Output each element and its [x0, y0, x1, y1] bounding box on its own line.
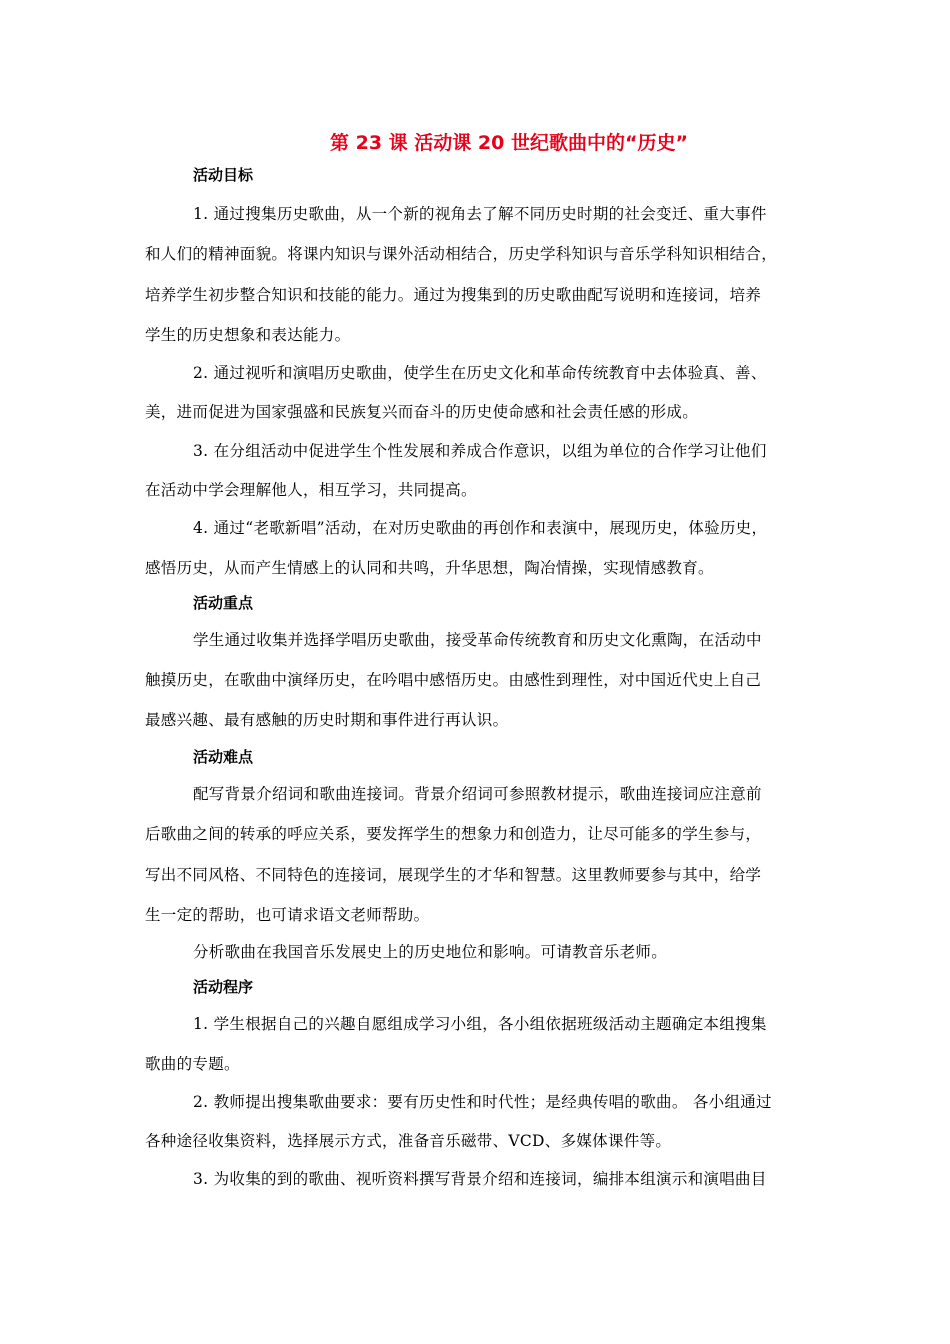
paragraph-line: 4. 通过“老歌新唱”活动，在对历史歌曲的再创作和表演中，展现历史，体验历史，: [193, 519, 768, 537]
paragraph-line: 美，进而促进为国家强盛和民族复兴而奋斗的历史使命感和社会责任感的形成。: [145, 403, 699, 421]
paragraph-line: 和人们的精神面貌。将课内知识与课外活动相结合，历史学科知识与音乐学科知识相结合，: [145, 245, 778, 263]
paragraph-line: 写出不同风格、不同特色的连接词，展现学生的才华和智慧。这里教师要参与其中，给学: [145, 866, 762, 884]
paragraph-line: 3. 为收集的到的歌曲、视听资料撰写背景介绍和连接词，编排本组演示和演唱曲目: [193, 1170, 767, 1188]
paragraph-line: 生一定的帮助，也可请求语文老师帮助。: [145, 906, 430, 924]
paragraph-line: 2. 教师提出搜集歌曲要求：要有历史性和时代性；是经典传唱的歌曲。 各小组通过: [193, 1093, 772, 1111]
paragraph-line: 学生通过收集并选择学唱历史歌曲，接受革命传统教育和历史文化熏陶，在活动中: [193, 631, 762, 649]
paragraph-line: 培养学生初步整合知识和技能的能力。通过为搜集到的历史歌曲配写说明和连接词，培养: [145, 286, 762, 304]
paragraph-line: 歌曲的专题。: [145, 1055, 240, 1073]
paragraph-line: 感悟历史，从而产生情感上的认同和共鸣，升华思想，陶冶情操，实现情感教育。: [145, 559, 714, 577]
paragraph-line: 触摸历史，在歌曲中演绎历史，在吟唱中感悟历史。由感性到理性，对中国近代史上自己: [145, 671, 762, 689]
paragraph-line: 在活动中学会理解他人，相互学习，共同提高。: [145, 481, 477, 499]
paragraph-line: 1. 学生根据自己的兴趣自愿组成学习小组，各小组依据班级活动主题确定本组搜集: [193, 1015, 767, 1033]
section-heading-difficulty: 活动难点: [193, 748, 254, 766]
paragraph-line: 最感兴趣、最有感触的历史时期和事件进行再认识。: [145, 711, 509, 729]
paragraph-line: 学生的历史想象和表达能力。: [145, 326, 351, 344]
paragraph-line: 分析歌曲在我国音乐发展史上的历史地位和影响。可请教音乐老师。: [193, 943, 668, 961]
paragraph-line: 1. 通过搜集历史歌曲，从一个新的视角去了解不同历史时期的社会变迁、重大事件: [193, 205, 767, 223]
page-title: 第 23 课 活动课 20 世纪歌曲中的“历史”: [330, 132, 688, 154]
section-heading-focus: 活动重点: [193, 594, 254, 612]
paragraph-line: 配写背景介绍词和歌曲连接词。背景介绍词可参照教材提示，歌曲连接词应注意前: [193, 785, 762, 803]
paragraph-line: 3. 在分组活动中促进学生个性发展和养成合作意识，以组为单位的合作学习让他们: [193, 442, 767, 460]
section-heading-procedure: 活动程序: [193, 978, 254, 996]
paragraph-line: 各种途径收集资料，选择展示方式，准备音乐磁带、VCD、多媒体课件等。: [145, 1132, 672, 1150]
paragraph-line: 2. 通过视听和演唱历史歌曲，使学生在历史文化和革命传统教育中去体验真、善、: [193, 364, 767, 382]
section-heading-goals: 活动目标: [193, 166, 254, 184]
paragraph-line: 后歌曲之间的转承的呼应关系，要发挥学生的想象力和创造力，让尽可能多的学生参与，: [145, 825, 762, 843]
